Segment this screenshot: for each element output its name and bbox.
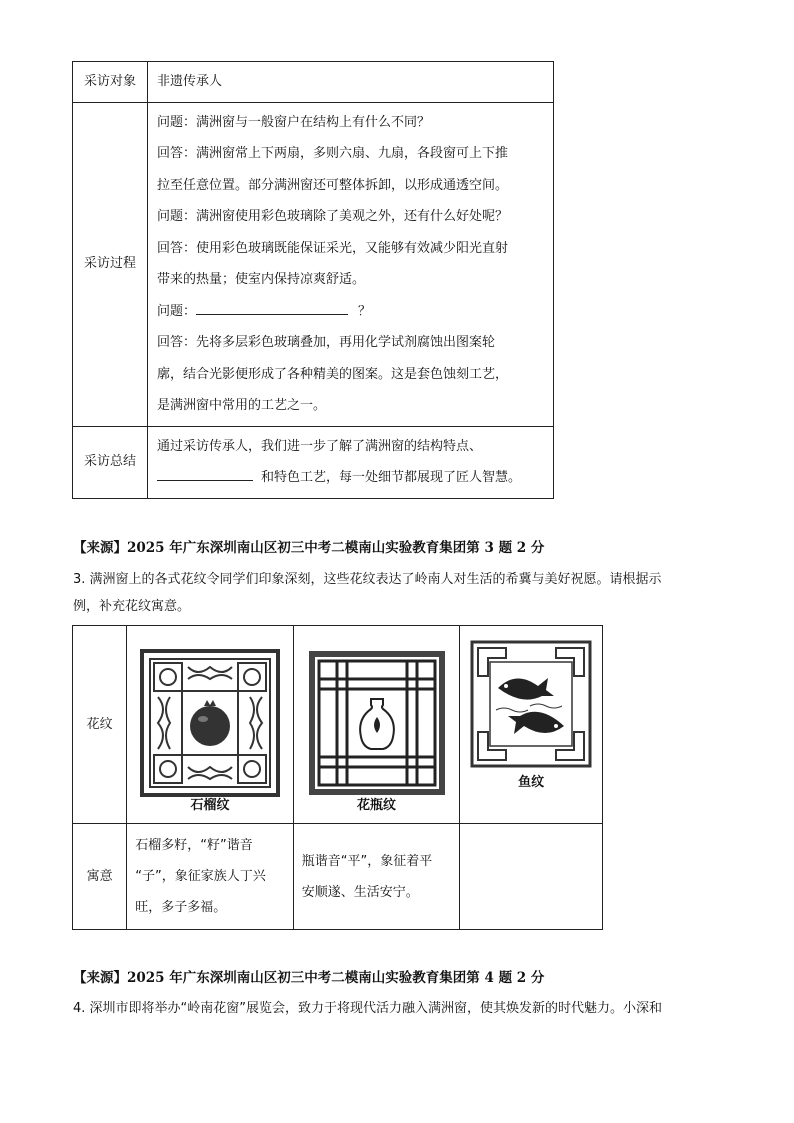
summary-suffix: 和特色工艺，每一处细节都展现了匠人智慧。 (261, 470, 522, 485)
question-3-text (73, 566, 733, 620)
question-4-text (73, 995, 753, 1022)
pattern-table (72, 625, 603, 930)
question-3-line: 例，补充花纹寓意。 (73, 599, 191, 614)
process-line: 拉至任意位置。部分满洲窗还可整体拆卸，以形成通透空间。 (157, 177, 509, 193)
process-line: 问题：满洲窗使用彩色玻璃除了美观之外，还有什么好处呢？ (157, 209, 509, 224)
question-3-line: 3. 满洲窗上的各式花纹令同学们印象深刻，这些花纹表达了岭南人对生活的希冀与美好祝愿。请根据示 (73, 572, 662, 587)
meaning-cell-vase (293, 824, 460, 930)
process-line: 回答：满洲窗常上下两扇，多则六扇、九扇，各段窗可上下推 (157, 146, 509, 161)
answer-blank[interactable] (196, 300, 348, 315)
process-line: 回答：使用彩色玻璃既能保证采光，又能够有效减少阳光直射 (157, 240, 509, 256)
process-line: 廓，结合光影便形成了各种精美的图案。这是套色蚀刻工艺， (157, 366, 509, 382)
question-prefix: 问题： (157, 303, 197, 319)
pomegranate-window-image (140, 649, 280, 797)
process-line: 问题：满洲窗与一般窗户在结构上有什么不同？ (157, 114, 431, 130)
summary-line: 通过采访传承人，我们进一步了解了满洲窗的结构特点、 (157, 438, 483, 454)
summary-line (157, 462, 545, 494)
interview-table (72, 61, 554, 499)
summary-answer-blank[interactable] (157, 466, 253, 481)
interview-process-label: 采访过程 (73, 102, 148, 426)
meaning-line: 瓶谐音“平”，象征着平 (301, 853, 433, 869)
meaning-cell-pomegranate (127, 824, 294, 930)
vase-window-image (307, 649, 447, 797)
pattern-cell-vase (293, 626, 460, 824)
pattern-row-label: 花纹 (73, 626, 127, 824)
process-line: 是满洲窗中常用的工艺之一。 (157, 398, 327, 413)
interview-summary-label: 采访总结 (73, 426, 148, 498)
meaning-line: 旺，多子多福。 (135, 900, 227, 915)
meaning-line: “子”，象征家族人丁兴 (135, 869, 266, 884)
meaning-line: 石榴多籽，“籽”谐音 (135, 838, 253, 853)
interview-subject-value: 非遗传承人 (148, 62, 554, 103)
pattern-cell-pomegranate (127, 626, 294, 824)
meaning-row-label: 寓意 (73, 824, 127, 930)
interview-process-content (148, 102, 554, 426)
pattern-name: 花瓶纹 (357, 797, 397, 813)
meaning-line: 安顺遂、生活安宁。 (301, 884, 419, 900)
pattern-cell-fish (460, 626, 603, 824)
pattern-name: 鱼纹 (518, 775, 545, 790)
process-line: 带来的热量；使室内保持凉爽舒适。 (157, 272, 366, 287)
source-line: 【来源】2025 年广东深圳南山区初三中考二模南山实验教育集团第 3 题 2 分 (73, 540, 545, 556)
process-line: 回答：先将多层彩色玻璃叠加，再用化学试剂腐蚀出图案轮 (157, 335, 496, 350)
interview-subject-label: 采访对象 (73, 62, 148, 103)
question-blank-line (157, 296, 545, 328)
question-suffix: ？ (358, 303, 372, 319)
fish-window-image (470, 640, 592, 768)
meaning-cell-fish-answer[interactable] (460, 824, 603, 930)
pattern-name: 石榴纹 (190, 797, 230, 813)
interview-summary-content (148, 426, 554, 498)
source-line: 【来源】2025 年广东深圳南山区初三中考二模南山实验教育集团第 4 题 2 分 (73, 970, 545, 986)
question-4-line: 4. 深圳市即将举办“岭南花窗”展览会，致力于将现代活力融入满洲窗，使其焕发新的时代魅力。小深和 (73, 1001, 663, 1016)
